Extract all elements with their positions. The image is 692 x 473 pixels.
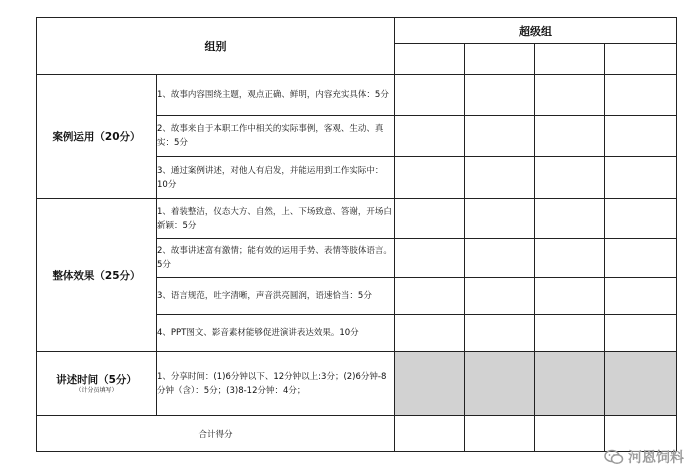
score-cell[interactable]: [535, 315, 605, 352]
category-overall-effect: 整体效果（25分）: [37, 199, 157, 352]
score-cell-disabled: [465, 352, 535, 416]
criterion: 1、故事内容围绕主题，观点正确、鲜明，内容充实具体：5分: [157, 75, 395, 116]
score-cell[interactable]: [605, 239, 677, 278]
watermark-text: 河恩饲料: [628, 450, 684, 466]
score-cell[interactable]: [605, 315, 677, 352]
wechat-icon: [604, 449, 624, 465]
score-cell[interactable]: [465, 157, 535, 199]
criterion: 3、通过案例讲述，对他人有启发，并能运用到工作实际中：10分: [157, 157, 395, 199]
score-cell[interactable]: [395, 75, 465, 116]
score-cell[interactable]: [535, 157, 605, 199]
header-super-group: 超级组: [395, 18, 677, 44]
score-cell[interactable]: [395, 278, 465, 315]
score-cell[interactable]: [535, 239, 605, 278]
score-cell[interactable]: [605, 199, 677, 239]
criterion: 2、故事来自于本职工作中相关的实际事例，客观、生动、真实：5分: [157, 116, 395, 157]
total-score-cell[interactable]: [395, 416, 465, 452]
score-cell[interactable]: [465, 75, 535, 116]
criterion: 3、语言规范，吐字清晰，声音洪亮圆润，语速恰当：5分: [157, 278, 395, 315]
score-cell[interactable]: [535, 278, 605, 315]
score-cell[interactable]: [465, 199, 535, 239]
category-case-usage: 案例运用（20分）: [37, 75, 157, 199]
score-cell[interactable]: [535, 75, 605, 116]
score-cell[interactable]: [395, 44, 465, 75]
criterion: 2、故事讲述富有激情；能有效的运用手势、表情等肢体语言。5分: [157, 239, 395, 278]
score-cell[interactable]: [535, 44, 605, 75]
score-cell[interactable]: [395, 199, 465, 239]
score-cell[interactable]: [465, 315, 535, 352]
score-cell-disabled: [535, 352, 605, 416]
score-table: [36, 17, 677, 452]
score-cell[interactable]: [465, 239, 535, 278]
total-score-cell[interactable]: [535, 416, 605, 452]
score-cell[interactable]: [605, 278, 677, 315]
score-cell[interactable]: [605, 116, 677, 157]
score-cell-disabled: [395, 352, 465, 416]
score-cell[interactable]: [535, 199, 605, 239]
score-cell[interactable]: [605, 157, 677, 199]
score-cell-disabled: [605, 352, 677, 416]
score-cell[interactable]: [465, 116, 535, 157]
category-speaking-time-label: 讲述时间（5分）: [56, 374, 137, 386]
score-cell[interactable]: [395, 239, 465, 278]
score-cell[interactable]: [395, 315, 465, 352]
score-cell[interactable]: [395, 116, 465, 157]
score-cell[interactable]: [605, 75, 677, 116]
score-cell[interactable]: [465, 278, 535, 315]
criterion: 1、着装整洁，仪态大方、自然，上、下场致意、答谢，开场白新颖：5分: [157, 199, 395, 239]
criterion: 1、分享时间：(1)6分钟以下、12分钟以上:3分；(2)6分钟-8分钟（含）：5分；(3)8-12分钟：4分；: [157, 352, 395, 416]
score-cell[interactable]: [605, 44, 677, 75]
header-group: 组别: [37, 18, 395, 75]
criterion: 4、PPT图文、影音素材能够促进演讲表达效果。10分: [157, 315, 395, 352]
watermark: [604, 447, 684, 467]
category-speaking-time-note: （计分员填写）: [75, 387, 118, 394]
category-speaking-time: [37, 352, 157, 416]
total-score-cell[interactable]: [465, 416, 535, 452]
score-cell[interactable]: [395, 157, 465, 199]
score-cell[interactable]: [465, 44, 535, 75]
score-cell[interactable]: [535, 116, 605, 157]
total-score-label: 合计得分: [37, 416, 395, 452]
